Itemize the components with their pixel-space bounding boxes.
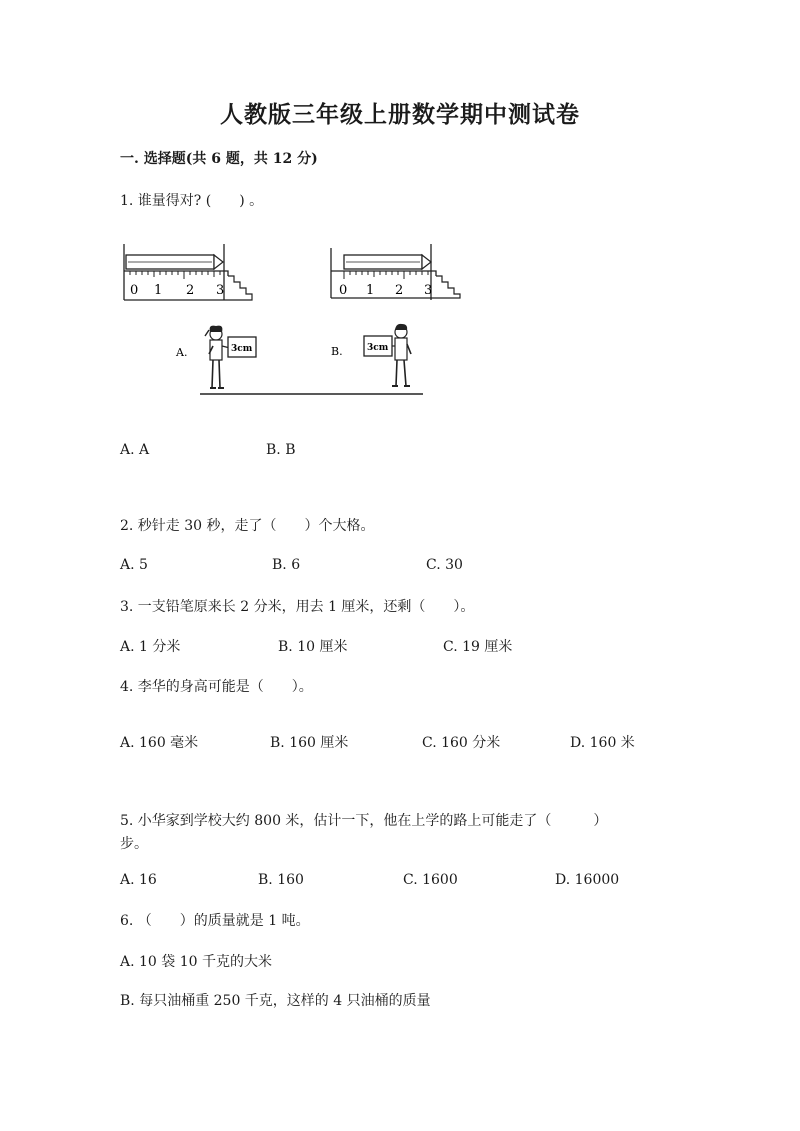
q6-option-a: A. 10 袋 10 千克的大米 [120,954,272,970]
q3-option-a: A. 1 分米 [120,639,181,655]
question-5-stem-line-2: 步。 [120,836,148,852]
person-b-illustration [331,324,411,386]
q5-option-b: B. 160 [258,872,304,888]
pencil-icon [126,255,223,269]
person-a-sign-text: 3cm [231,344,253,354]
q5-option-d: D. 16000 [555,872,620,888]
right-ruler-diagram [331,244,460,300]
q4-option-a: A. 160 毫米 [120,735,199,751]
right-ruler-tick-3: 3 [424,283,433,298]
right-ruler-tick-2: 2 [395,283,404,298]
left-ruler-diagram [124,244,252,300]
question-1-figure [118,236,468,401]
right-ruler-tick-1: 1 [366,283,375,298]
q4-option-d: D. 160 米 [570,735,635,751]
question-2-stem: 2. 秒针走 30 秒，走了（ ）个大格。 [120,518,375,534]
left-ruler-tick-0: 0 [130,283,139,298]
q3-option-b: B. 10 厘米 [278,639,348,655]
left-ruler-tick-1: 1 [154,283,163,298]
person-b-sign-text: 3cm [367,343,389,353]
question-6-stem: 6. （ ）的质量就是 1 吨。 [120,913,310,929]
question-3-stem: 3. 一支铅笔原来长 2 分米，用去 1 厘米，还剩（ ）。 [120,599,475,615]
q6-option-b: B. 每只油桶重 250 千克，这样的 4 只油桶的质量 [120,993,431,1009]
right-ruler-tick-0: 0 [339,283,348,298]
q1-option-a: A. A [120,442,150,458]
page-title: 人教版三年级上册数学期中测试卷 [220,101,580,128]
left-ruler-tick-2: 2 [186,283,195,298]
question-4-stem: 4. 李华的身高可能是（ ）。 [120,679,313,695]
q4-option-c: C. 160 分米 [422,735,501,751]
person-a-label: A. [176,346,188,359]
q2-option-b: B. 6 [272,557,301,573]
q2-option-c: C. 30 [426,557,463,573]
pencil-icon [344,255,431,269]
question-5-stem-line-1: 5. 小华家到学校大约 800 米，估计一下，他在上学的路上可能走了（ ） [120,813,608,829]
q5-option-a: A. 16 [120,872,157,888]
q5-option-c: C. 1600 [403,872,458,888]
q4-option-b: B. 160 厘米 [270,735,349,751]
q2-option-a: A. 5 [120,557,148,573]
q1-option-b: B. B [266,442,296,458]
q3-option-c: C. 19 厘米 [443,639,513,655]
section-heading: 一. 选择题(共 6 题，共 12 分) [120,151,318,167]
person-a-illustration [175,326,256,388]
person-b-label: B. [331,345,343,358]
left-ruler-tick-3: 3 [216,283,225,298]
question-1-stem: 1. 谁量得对? ( ) 。 [120,193,264,209]
